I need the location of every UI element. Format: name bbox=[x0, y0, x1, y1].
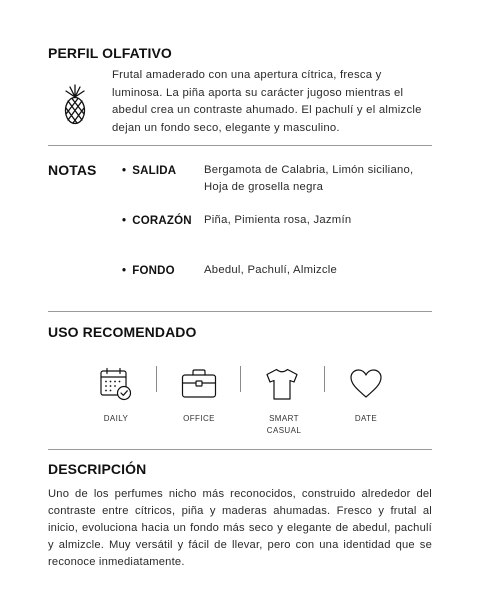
pineapple-icon bbox=[60, 82, 90, 126]
product-description: Uno de los perfumes nicho más reconocidos, construido alrededor del contraste entre cítricos, piña y maderas ahumadas. Fresco y frutal al inicio, evoluciona hacia un fondo más seco y elegante de abedul, pachulí y almizcle. Muy versátil y fácil de llevar, pero con una identidad que se reconoce inmediatamente. bbox=[48, 488, 432, 568]
section-title-uso-recomendado: USO RECOMENDADO bbox=[48, 324, 197, 340]
briefcase-icon bbox=[181, 366, 217, 402]
uso-label-daily: DAILY bbox=[103, 414, 129, 423]
note-label-corazon: • CORAZÓN bbox=[122, 215, 192, 227]
note-value-fondo: Abedul, Pachulí, Almizcle bbox=[204, 264, 338, 276]
uso-label-smart-casual: SMART CASUAL bbox=[266, 414, 302, 435]
section-title-descripcion: DESCRIPCIÓN bbox=[48, 461, 147, 477]
section-title-perfil-olfativo: PERFIL OLFATIVO bbox=[48, 45, 172, 61]
note-value-corazon: Piña, Pimienta rosa, Jazmín bbox=[204, 214, 352, 226]
heart-icon bbox=[348, 366, 384, 402]
note-label-fondo: • FONDO bbox=[122, 265, 175, 277]
divider bbox=[48, 449, 432, 450]
note-value-salida: Bergamota de Calabria, Limón siciliano, Hoja de grosella negra bbox=[204, 164, 414, 193]
separator bbox=[324, 366, 325, 392]
uso-label-office: OFFICE bbox=[183, 414, 215, 423]
perfil-description: Frutal amaderado con una apertura cítrica, fresca y luminosa. La piña aporta su carácter jugoso mientras el abedul crea un contraste ahumado. El pachulí y el almizcle dejan un fondo seco, elegante y masculino. bbox=[112, 69, 422, 134]
separator bbox=[156, 366, 157, 392]
separator bbox=[240, 366, 241, 392]
uso-label-date: DATE bbox=[354, 414, 378, 423]
divider bbox=[48, 311, 432, 312]
note-label-salida: • SALIDA bbox=[122, 165, 176, 177]
section-title-notas: NOTAS bbox=[48, 162, 97, 178]
tshirt-icon bbox=[264, 366, 300, 402]
calendar-check-icon bbox=[98, 366, 134, 402]
divider bbox=[48, 145, 432, 146]
